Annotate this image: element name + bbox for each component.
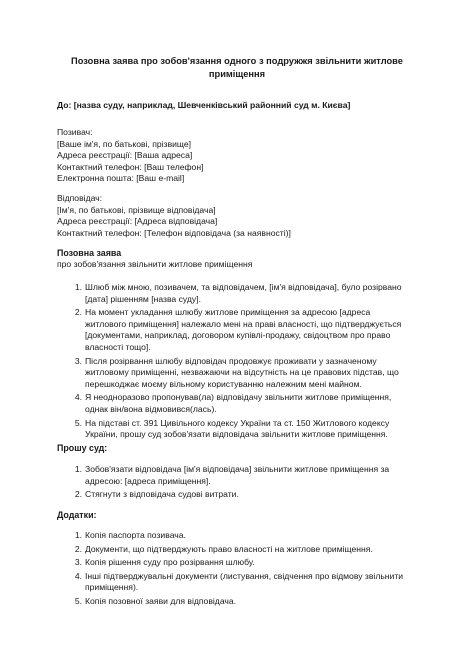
defendant-phone: Контактний телефон: [Телефон відповідача (за наявності)]	[57, 227, 291, 238]
defendant-label: Відповідач:	[57, 193, 103, 203]
defendant-address: Адреса реєстрації: [Адреса відповідача]	[57, 216, 218, 227]
plaintiff-address: Адреса реєстрації: [Ваша адреса]	[57, 150, 193, 161]
list-item-text-line: Я неодноразово пропонував(ла) відповідачу звільнити житлове приміщення,	[85, 392, 392, 403]
plaintiff-block	[57, 127, 417, 185]
list-item-text-line: житлового приміщення] належало мені на праві власності, що підтверджується	[85, 318, 402, 329]
list-item-text-line: Після розірвання шлюбу відповідач продовжує проживати у зазначеному	[85, 355, 377, 366]
list-item-text-line: адресою: [адреса приміщення].	[85, 475, 211, 486]
court-line: До: [назва суду, наприклад, Шевченківський районний суд м. Києва]	[57, 100, 351, 110]
list-item-number: 5.	[74, 595, 82, 606]
list-item-number: 4.	[74, 392, 82, 403]
list-item-text-line: Шлюб між мною, позивачем, та відповідачем, [ім'я відповідача], було розірвано	[85, 282, 402, 292]
list-item-text-line: власності тощо].	[85, 341, 151, 352]
list-item	[68, 571, 417, 594]
list-item	[68, 307, 417, 353]
list-item-number: 1.	[74, 282, 82, 292]
list-item-text-line: [дата] рішенням [назва суду].	[85, 293, 201, 304]
list-item-number: 3.	[74, 355, 82, 366]
list-item-number: 1.	[74, 464, 82, 474]
list-item-text-line: житловому приміщенні, незважаючи на відсутність на це правових підстав, що	[85, 367, 399, 378]
list-item-number: 2.	[74, 543, 82, 554]
list-item-text-line: Інші підтверджувальні документи (листування, свідчення про відмову звільнити	[85, 570, 404, 581]
list-item-text-line: [документами, наприклад, договором купівлі-продажу, свідоцтвом про право	[85, 330, 391, 341]
defendant-name: [Ім'я, по батькові, прізвище відповідача]	[57, 204, 216, 215]
attachments-heading: Додатки:	[57, 510, 97, 520]
plaintiff-phone: Контактний телефон: [Ваш телефон]	[57, 161, 204, 172]
defendant-block	[57, 193, 417, 239]
list-item-text-line: На момент укладання шлюбу житлове приміщення за адресою [адреса	[85, 307, 371, 318]
list-item	[68, 356, 417, 391]
claim-subheading: про зобов'язання звільнити житлове приміщення	[57, 259, 253, 270]
list-item-text-line: Зобов'язати відповідача [ім'я відповідача] звільнити житлове приміщення за	[85, 464, 390, 474]
plaintiff-name: [Ваше ім'я, по батькові, прізвище]	[57, 138, 192, 149]
list-item-number: 2.	[74, 307, 82, 318]
list-item	[68, 282, 417, 305]
list-item-text-line: На підставі ст. 391 Цивільного кодексу України та ст. 150 Житлового кодексу	[85, 417, 390, 428]
list-item	[68, 489, 417, 501]
list-item-number: 5.	[74, 417, 82, 428]
list-item-number: 1.	[74, 530, 82, 540]
claim-heading: Позовна заява	[57, 248, 122, 258]
list-item	[68, 464, 417, 487]
request-heading: Прошу суд:	[57, 443, 108, 453]
list-item	[68, 544, 417, 556]
list-item-text-line: України, прошу суд зобов'язати відповідача звільнити житлове приміщення.	[85, 429, 388, 440]
plaintiff-label: Позивач:	[57, 127, 93, 137]
list-item-number: 2.	[74, 489, 82, 500]
list-item-text-line: однак він/вона відмовився(лась).	[85, 403, 217, 414]
list-item-number: 4.	[74, 570, 82, 581]
plaintiff-email: Електронна пошта: [Ваш e-mail]	[57, 173, 185, 184]
list-item	[68, 392, 417, 415]
claim-list	[68, 282, 417, 443]
list-item-text-line: Стягнути з відповідача судові витрати.	[85, 489, 239, 500]
list-item	[68, 557, 417, 569]
claim-header	[57, 247, 417, 271]
attachments-list	[68, 530, 417, 610]
document-title: Позовна заява про зобов'язання одного з подружжя звільнити житлове приміщення	[71, 56, 403, 80]
request-list	[68, 464, 417, 503]
list-item-text-line: Документи, що підтверджують право власності на житлове приміщення.	[85, 543, 373, 554]
list-item	[68, 530, 417, 542]
list-item-text-line: приміщення).	[85, 582, 139, 593]
list-item-text-line: Копія позовної заяви для відповідача.	[85, 595, 237, 606]
list-item-text-line: Копія паспорта позивача.	[85, 530, 186, 540]
list-item-text-line: перешкоджає моєму вільному користуванню належним мені майном.	[85, 378, 362, 389]
list-item	[68, 418, 417, 441]
list-item-text-line: Копія рішення суду про розірвання шлюбу.	[85, 557, 255, 568]
list-item	[68, 596, 417, 608]
list-item-number: 3.	[74, 557, 82, 568]
